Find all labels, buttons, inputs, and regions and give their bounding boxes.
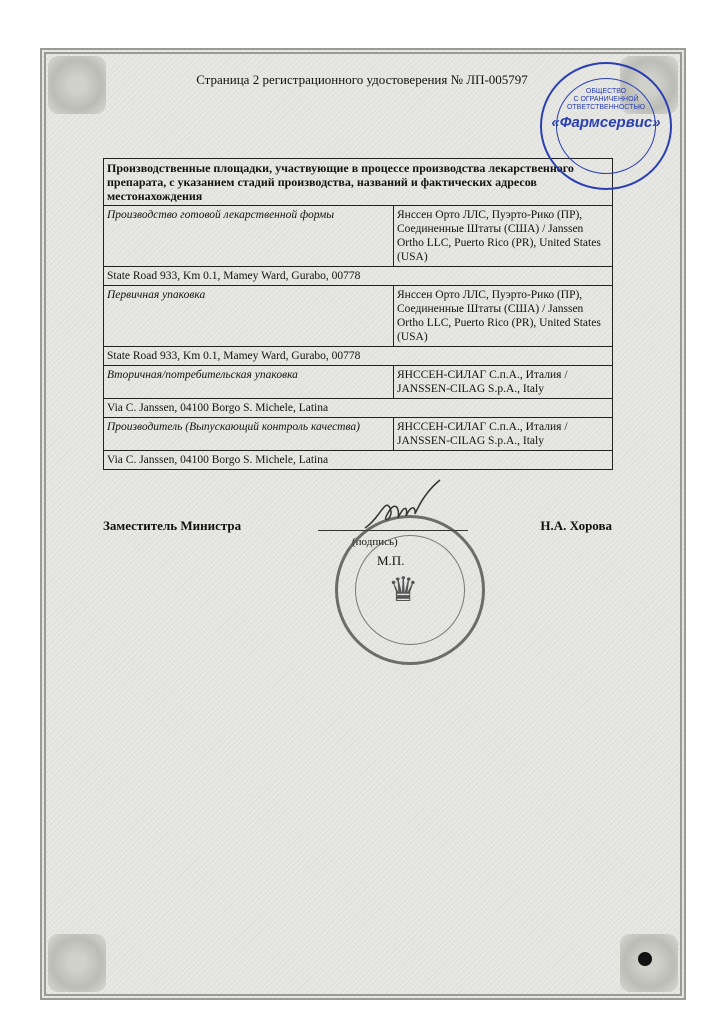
table-row: [104, 206, 613, 267]
company-cell: Янссен Орто ЛЛС, Пуэрто-Рико (ПР), Соединенные Штаты (США) / Janssen Ortho LLC, Puerto Rico (PR), United States (USA): [394, 206, 613, 267]
company-cell: ЯНССЕН-СИЛАГ С.п.А., Италия / JANSSEN-CILAG S.p.A., Italy: [394, 366, 613, 399]
company-stamp: [540, 62, 672, 190]
seal-caption: М.П.: [377, 553, 405, 568]
company-cell: Янссен Орто ЛЛС, Пуэрто-Рико (ПР), Соединенные Штаты (США) / Janssen Ortho LLC, Puerto Rico (PR), United States (USA): [394, 286, 613, 347]
punch-hole: [638, 952, 652, 966]
table-heading: Производственные площадки, участвующие в процессе производства лекарственного препарата, с указанием стадий производства, названий и фактических адресов местонахождения: [104, 159, 613, 206]
address-cell: State Road 933, Km 0.1, Mamey Ward, Gurabo, 00778: [104, 347, 613, 366]
stamp-text: ОБЩЕСТВО С ОГРАНИЧЕННОЙ ОТВЕТСТВЕННОСТЬЮ: [566, 88, 646, 111]
table-row: [104, 366, 613, 399]
stage-cell: Производитель (Выпускающий контроль качества): [104, 418, 394, 451]
stamp-company-name: «Фармсервис»: [551, 114, 661, 131]
stage-cell: Вторичная/потребительская упаковка: [104, 366, 394, 399]
coat-of-arms-icon: ♛: [388, 572, 419, 609]
address-cell: Via C. Janssen, 04100 Borgo S. Michele, Latina: [104, 399, 613, 418]
page-title: Страница 2 регистрационного удостоверения № ЛП-005797: [196, 72, 528, 87]
signatory-name: Н.А. Хорова: [540, 518, 612, 533]
address-cell: State Road 933, Km 0.1, Mamey Ward, Gurabo, 00778: [104, 267, 613, 286]
table-row: [104, 418, 613, 451]
signature-caption: (подпись): [352, 536, 398, 548]
stage-cell: Первичная упаковка: [104, 286, 394, 347]
manufacturing-sites-table: [103, 158, 613, 470]
stage-cell: Производство готовой лекарственной формы: [104, 206, 394, 267]
corner-ornament: [48, 934, 106, 992]
signatory-position: Заместитель Министра: [103, 518, 242, 533]
table-row: [104, 286, 613, 347]
address-cell: Via C. Janssen, 04100 Borgo S. Michele, Latina: [104, 451, 613, 470]
company-cell: ЯНССЕН-СИЛАГ С.п.А., Италия / JANSSEN-CILAG S.p.A., Italy: [394, 418, 613, 451]
